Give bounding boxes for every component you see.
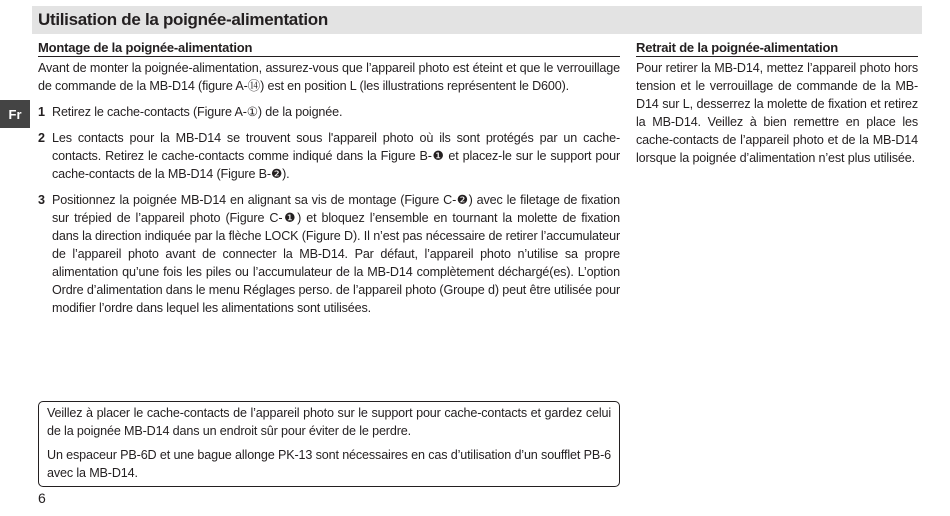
mount-heading: Montage de la poignée-alimentation xyxy=(38,40,620,57)
step-3 xyxy=(38,191,620,317)
note-box xyxy=(38,401,620,487)
note-paragraph-1: Veillez à placer le cache-contacts de l’appareil photo sur le support pour cache-contacts et gardez celui de la poignée MB-D14 dans un endroit sûr pour éviter de le perdre. xyxy=(47,406,611,438)
page-title: Utilisation de la poignée-alimentation xyxy=(38,10,328,29)
step-text: Retirez le cache-contacts (Figure A-①) de la poignée. xyxy=(52,105,343,119)
step-text: Positionnez la poignée MB-D14 en alignant sa vis de montage (Figure C-❷) avec le filetage de fixation sur trépied de l’appareil photo (Figure C-❶) et bloquez l’ensemble en tournant la molette de fixation dans la direction indiquée par la flèche LOCK (Figure D). Il n’est pas nécessaire de retirer l’accumulateur de l’appareil photo avant de connecter la MB-D14. Par défaut, l’appareil photo n’utilise sa propre alimentation qu’une fois les piles ou l’accumulateur de la MB-D14 complètement déchargé(es). L’option Ordre d’alimentation dans le menu Réglages perso. de l’appareil photo (Groupe d) peut être utilisée pour modifier l’ordre dans lequel les alimentations sont utilisées. xyxy=(52,193,620,315)
language-tab: Fr xyxy=(0,100,30,128)
mount-section xyxy=(38,40,620,317)
remove-text: Pour retirer la MB-D14, mettez l’appareil photo hors tension et le verrouillage de commande de la MB-D14 sur L, desserrez la molette de fixation et retirez la MB-D14. Veillez à bien remettre en place les cache-contacts de l’appareil photo et de la MB-D14 lorsque la poignée d’alimentation n’est plus utilisée. xyxy=(636,61,918,165)
remove-heading: Retrait de la poignée-alimentation xyxy=(636,40,918,57)
page-number: 6 xyxy=(38,490,46,506)
step-text: Les contacts pour la MB-D14 se trouvent sous l'appareil photo où ils sont protégés par un cache-contacts. Retirez le cache-contacts comme indiqué dans la Figure B-❶ et placez-le sur le support pour cache-contacts de la MB-D14 (Figure B-❷). xyxy=(52,131,620,181)
step-number: 3 xyxy=(38,193,46,207)
step-1 xyxy=(38,103,620,121)
note-paragraph-2: Un espaceur PB-6D et une bague allonge PK-13 sont nécessaires en cas d’utilisation d’un soufflet PB-6 avec la MB-D14. xyxy=(47,448,611,480)
remove-section xyxy=(636,40,918,167)
step-number: 1 xyxy=(38,105,46,119)
step-number: 2 xyxy=(38,131,46,145)
step-2 xyxy=(38,129,620,183)
mount-intro: Avant de monter la poignée-alimentation, assurez-vous que l’appareil photo est éteint et que le verrouillage de commande de la MB-D14 (figure A-⑭) est en position L (les illustrations représentent le D600). xyxy=(38,61,620,93)
